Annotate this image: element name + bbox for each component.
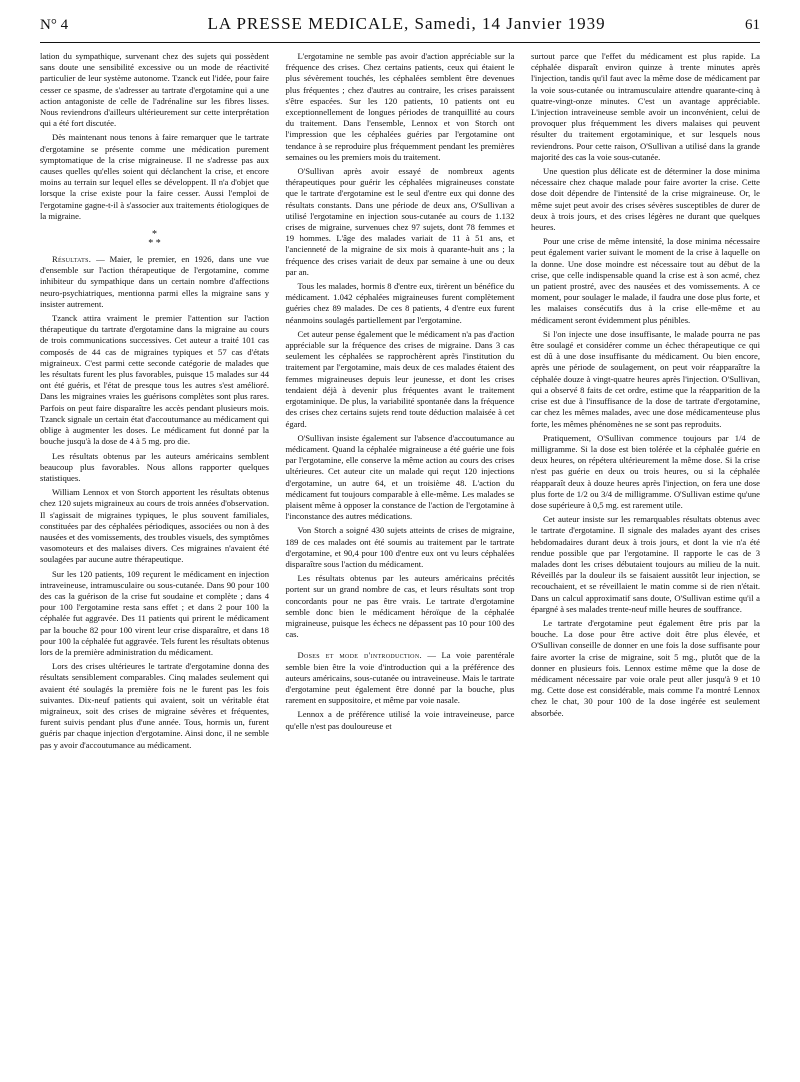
paragraph-resultats <box>40 254 269 310</box>
paragraph: Cet auteur insiste sur les remarquables résultats obtenus avec le tartrate d'ergotamine. Il signale des malades ayant des crises hebdomadaires durant deux à trois jours, et dont la vie n'a été rendue possible que par l'ergotamine. Il rapporte le cas de 3 malades dont les crises débutaient toujours au milieu de la nuit. Réveillés par la douleur ils se faisaient aussitôt leur injection, se recouchaient, et se réveillaient le matin comme si de rien n'était. Dans un calcul approximatif sans doute, O'Sullivan estime qu'il a épargné à ses malades trente-neuf mille heures de souffrance. <box>531 514 760 614</box>
paragraph: William Lennox et von Storch apportent les résultats obtenus chez 120 sujets migraineux au cours de trois années d'observation. Il s'agissait de migraines typiques, le plus souvent familiales, constituées par des céphalées périodiques, associées ou non à des nausées et des vomissements, des troubles visuels, des symptômes vasomoteurs et des malaises divers. Ces migraines n'avaient été soulagées par aucune autre thérapeutique. <box>40 487 269 565</box>
column-3 <box>531 51 760 751</box>
paragraph: Le tartrate d'ergotamine peut également être pris par la bouche. La dose pour être active doit être plus élevée, et O'Sullivan conseille de donner en une fois la dose suffisante pour faire avorter la crise de migraine, soit 5 mg., plutôt que de la donner en plusieurs fois. Lennox estime même que la dose de médicament nécessaire par voie orale peut aller jusqu'à 9 et 10 mg. Cette dose est considérable, mais comme l'a montré Lennox chez le chat, 30 pour 100 de la dose ingérée est seulement absorbée. <box>531 617 760 718</box>
paragraph: Une question plus délicate est de déterminer la dose minima nécessaire chez chaque malade pour faire avorter la crise. Cette dose doit dépendre de l'intensité de la crise migraineuse. Or, le même sujet peut avoir des crises sévères susceptibles de durer de deux à trois jours, et des crises légères ne durant que quelques heures. <box>531 166 760 233</box>
paragraph: Lennox a de préférence utilisé la voie intraveineuse, parce qu'elle n'est pas douloureuse et <box>285 709 515 731</box>
paragraph-text: — La voie parentérale semble bien être la voie d'introduction qui a la préférence des auteurs américains, sous-cutanée ou intraveineuse. Mais le tartrate d'ergotamine peut également être donné par la bouche, plus rarement en suppositoire, et même par voie nasale. <box>285 650 515 706</box>
separator-star: * <box>152 229 157 241</box>
paragraph-text: — Maier, le premier, en 1926, dans une vue d'ensemble sur l'action thérapeutique de l'ergotamine, comme inhibiteur du sympathique dans un certain nombre d'affections neuro-psychiatriques, mentionna parmi elles la migraine sans y insister autrement. <box>40 254 269 309</box>
paragraph: Les résultats obtenus par les auteurs américains précités portent sur un grand nombre de cas, et leurs résultats sont trop concordants pour ne pas être vrais. Le tartrate d'ergotamine semble donc bien le médicament héroïque de la céphalée migraineuse, puisque les échecs ne dépassent pas 10 pour 100 des cas. <box>285 573 515 640</box>
paragraph: surtout parce que l'effet du médicament est plus rapide. La céphalée disparaît environ quinze à trente minutes après l'injection, tandis qu'il faut avec la même dose de médicament par la voie sous-cutanée ou intramusculaire attendre quarante-cinq à quatre-vingt-onze minutes. C'est un avantage appréciable. L'injection intraveineuse semble avoir un inconvénient, celui de provoquer plus fréquemment les divers malaises qui peuvent résulter du traitement ergotaminique, et sur lesquels nous reviendrons. Pour cette raison, O'Sullivan a utilisé dans la grande majorité des cas la voie sous-cutanée. <box>531 51 760 162</box>
section-heading-resultats: Résultats. <box>52 254 92 265</box>
section-heading-doses: Doses et mode d'introduction. <box>297 650 422 661</box>
paragraph: Sur les 120 patients, 109 reçurent le médicament en injection intraveineuse, intramusculaire ou sous-cutanée. Dans 90 pour 100 des cas la guérison de la crise fut soudaine et complète ; dans 4 pour 100 l'ergotamine resta sans effet ; et dans 2 pour 100 la céphalée fut aggravée. Des 11 patients qui prirent le médicament par la bouche 82 pour 100 virent leur crise disparaître, et dans 18 pour 100 la céphalée fut aggravée. Tels furent les résultats obtenus lors de la première administration du médicament. <box>40 568 269 657</box>
column-2 <box>286 51 515 751</box>
paragraph: Von Storch a soigné 430 sujets atteints de crises de migraine, 189 de ces malades ont été soumis au traitement par le tartrate d'ergotamine, et 90,4 pour 100 d'entre eux ont vu leurs céphalées disparaître sous l'action du médicament. <box>285 525 515 569</box>
article-columns <box>40 51 760 751</box>
paragraph: Les résultats obtenus par les auteurs américains semblent beaucoup plus favorables. Nous allons rapporter quelques statistiques. <box>40 450 269 483</box>
paragraph: Tous les malades, hormis 8 d'entre eux, tirèrent un bénéfice du médicament. 1.042 céphalées migraineuses furent complètement guéries chez 89 malades. De ces 8 patients, 4 d'entre eux furent néanmoins soulagés partiellement par l'ergotamine. <box>285 281 515 325</box>
paragraph-doses <box>286 650 515 706</box>
paragraph: Tzanck attira vraiment le premier l'attention sur l'action thérapeutique du tartrate d'ergotamine dans la migraine au cours de trois communications successives. Cet auteur a traité 101 cas composés de 44 cas de migraines typiques et 57 cas d'états migraineux. C'est parmi cette seconde catégorie de malades que les résultats furent les plus favorables, puisque 15 malades sur 44 ont été guéris, et l'état de presque tous les autres s'est amélioré. Dans les migraines vraies les guérisons complètes sont plus rares. Parfois on peut faire disparaître les accès pendant plusieurs mois. Tzanck signale un certain état d'accoutumance au médicament qui oblige à augmenter les doses. Le médicament fut donné par la bouche jusqu'à la dose de 4 à 5 mg. pro die. <box>40 313 269 447</box>
paragraph: lation du sympathique, survenant chez des sujets qui possèdent sans doute une sensibilité excessive ou un mode de réactivité particulier de leur système autonome. Tzanck eut l'idée, pour faire cesser ce spasme, de s'adresser au tartrate d'ergotamine qui a une action antagoniste de celle de l'adrénaline sur les fibres lisses. Nous reviendrons d'ailleurs ultérieurement sur cette interprétation qui a été fort discutée. <box>40 51 269 129</box>
paragraph: L'ergotamine ne semble pas avoir d'action appréciable sur la fréquence des crises. Chez certains patients, ceux qui étaient le plus sévèrement touchés, les céphalées semblent être devenues plus fréquentes ; chez d'autres au contraire, les crises paraissent s'être espacées. Sur les 120 patients, 10 patients ont eu exceptionnellement de longues périodes de tranquillité au cours du traitement. Dans l'ensemble, Lennox et von Storch ont l'impression que les céphalées guéries par l'ergotamine ont tendance à se reproduire plus fréquemment pendant les premières semaines ou les premiers mois du traitement. <box>285 51 515 162</box>
paragraph: O'Sullivan après avoir essayé de nombreux agents thérapeutiques pour guérir les céphalées migraineuses constate que le tartrate d'ergotamine est le seul d'entre eux qui donne des résultats constants. Dans une période de deux ans, O'Sullivan a utilisé l'ergotamine en injection sous-cutanée au cours de 1.132 crises de migraine, survenues chez 97 sujets, dont 78 femmes et 19 hommes. L'âge des malades variait de 11 à 51 ans, et l'ancienneté de la migraine de six mois à quarante-huit ans ; la fréquence des crises variait de deux par semaine à une ou deux par an. <box>285 166 515 277</box>
separator-stars: * * <box>148 238 161 250</box>
paragraph: Lors des crises ultérieures le tartrate d'ergotamine donna des résultats sensiblement comparables. Cinq malades seulement qui avaient été soulagés la première fois ne le furent pas les fois suivantes. Dix-neuf patients qui avaient, soit un véritable état migraineux, soit des crises de migraine sévères et fréquentes, furent suivis pendant plus d'une année. Tous, hormis un, furent guéris par chaque injection d'ergotamine. Ainsi donc, il ne semble pas y avoir d'accoutumance au médicament. <box>40 661 269 750</box>
paragraph: Pratiquement, O'Sullivan commence toujours par 1/4 de milligramme. Si la dose est bien tolérée et la céphalée guérie en deux heures, on répétera ultérieurement la même dose. Si la crise n'est pas guérie en deux ou trois heures, ou si la céphalée réapparaît deux à douze heures après l'injection, on fera une dose plus forte de 1/2 ou 3/4 de milligramme. O'Sullivan estime qu'une dose supérieure à 0,5 mg. est rarement utile. <box>531 432 760 510</box>
paragraph: Pour une crise de même intensité, la dose minima nécessaire peut également varier suivant le moment de la crise à laquelle on la donne. Une dose moindre est nécessaire tout au début de la crise, que celle indispensable quand la crise est à son acmé, chez un patient prostré, avec des nausées et des vomissements. A ce moment, pour soulager le malade, il faudra une dose plus forte, et les malaises consécutifs dus à la crise elle-même et au médicament seront évidemment plus pénibles. <box>531 236 760 325</box>
paragraph: Si l'on injecte une dose insuffisante, le malade pourra ne pas être soulagé et considérer comme un échec thérapeutique ce qui est dû à une dose insuffisante du médicament. Ou bien encore, après une période de soulagement, on peut voir réapparaître la céphalée douze à vingt-quatre heures après l'injection. O'Sullivan, qui a observé 8 faits de cet ordre, estime que la réapparition de la crise est due à l'insuffisance de la dose de tartrate d'ergotamine, car chez les mêmes malades, avec une dose médicamenteuse plus forte, les mêmes phénomènes ne se sont pas reproduits. <box>531 328 760 429</box>
column-1 <box>40 51 269 751</box>
page-number: 61 <box>744 17 760 33</box>
section-separator <box>40 230 269 248</box>
page-header <box>40 14 760 43</box>
paragraph: O'Sullivan insiste également sur l'absence d'accoutumance au médicament. Quand la céphalée migraineuse a été guérie une fois par l'ergotamine, elle conserve la même action au cours des crises ultérieures. Cet auteur cite un malade qui reçut 120 injections d'ergotamine, un autre 64, et un troisième 48. L'action du médicament fut toujours comparable à elle-même. Les malades se plaisent même à opposer la constance de l'action de l'ergotamine à l'inconstance des autres médications. <box>285 432 515 522</box>
issue-number: N° 4 <box>40 17 69 33</box>
journal-title: LA PRESSE MEDICALE, Samedi, 14 Janvier 1939 <box>207 14 606 33</box>
paragraph: Cet auteur pense également que le médicament n'a pas d'action appréciable sur la fréquence des crises de migraine. Dans 3 cas seulement les céphalées se rapprochèrent après l'institution du traitement par l'ergotamine, mais deux de ces malades étaient des femmes migraineuses depuis leur jeunesse, et dont les crises tendaient déjà à devenir plus fréquentes avant le traitement ergotaminique. De plus, la variabilité spontanée dans la fréquence des crises chez certains sujets rend toute déduction malaisée à cet égard. <box>285 328 515 429</box>
paragraph: Dès maintenant nous tenons à faire remarquer que le tartrate d'ergotamine se présente comme une médication purement symptomatique de la crise migraineuse. Il ne s'adresse pas aux causes quelles qu'elles soient qui déclanchent la crise, et encore moins au terrain sur lequel elles se développent. Il n'a d'objet que lorsque la crise existe pour la faire cesser. Aussi l'emploi de l'ergotamine gagne-t-il à s'associer aux traitements étiologiques de la migraine. <box>40 132 269 221</box>
